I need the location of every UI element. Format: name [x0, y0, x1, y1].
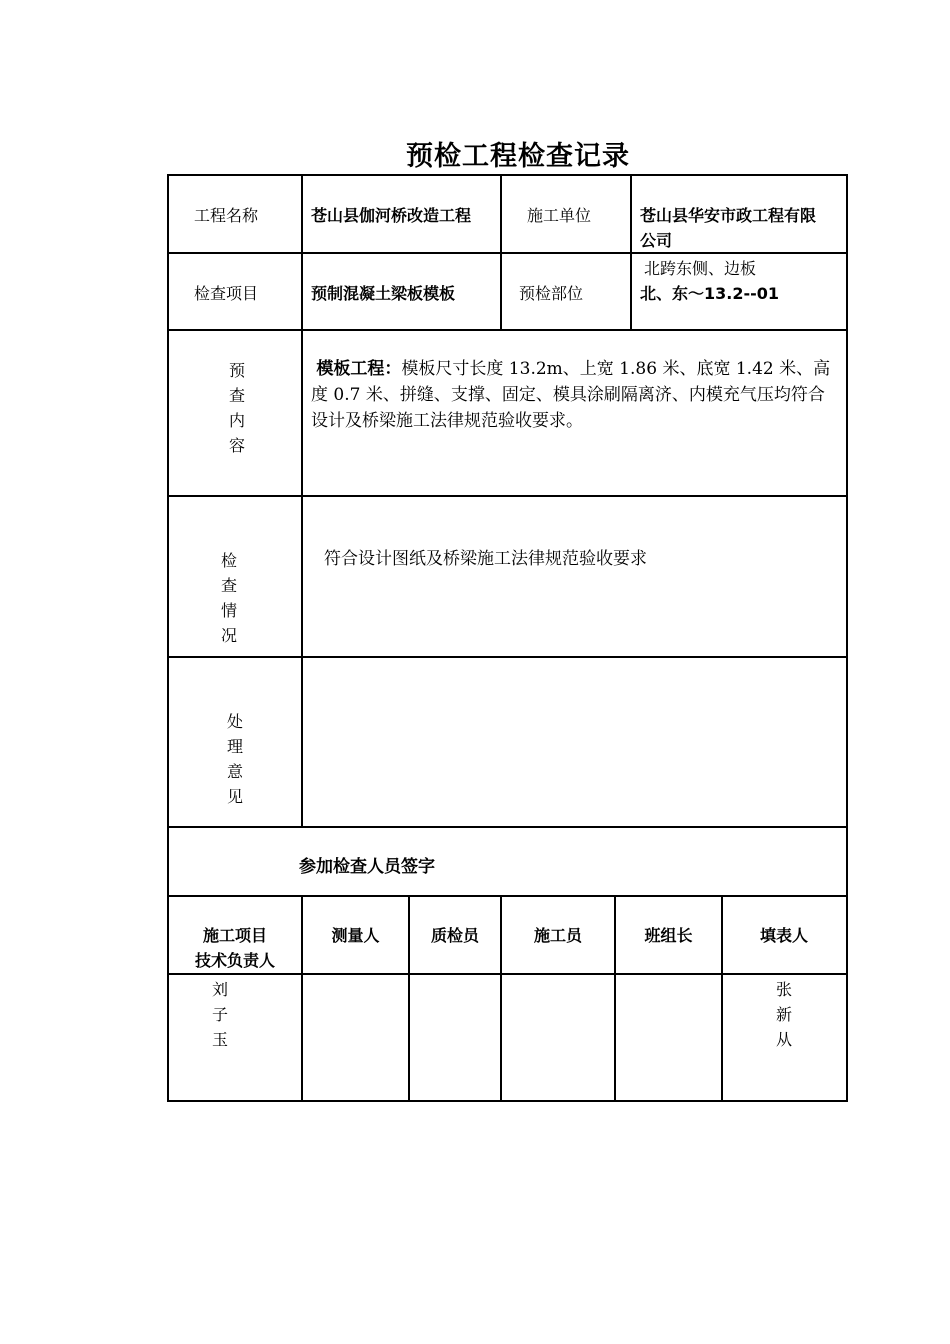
label-char: 查 — [228, 386, 245, 405]
inspection-situation-label — [214, 548, 244, 648]
header-surveyor: 测量人 — [331, 926, 380, 945]
signature-char: 刘 — [211, 980, 228, 999]
header-form-filler: 填表人 — [759, 926, 808, 945]
label-char: 况 — [220, 626, 237, 645]
precheck-location-value-line1: 北跨东侧、边板 — [644, 259, 757, 278]
precheck-bold-lead: 模板工程： — [316, 359, 402, 379]
row-divider — [168, 252, 847, 254]
header-tech-lead — [169, 923, 301, 973]
header-constructor: 施工员 — [533, 926, 582, 945]
header-tech-lead-line1: 施工项目 — [202, 926, 267, 945]
column-divider — [301, 175, 303, 826]
column-divider — [500, 175, 502, 330]
precheck-body: 模板尺寸长度 13.2m、上宽 1.86 米、底宽 1.42 米、高度 0.7 米、拼缝、支撑、固定、模具涂刷隔离济、内模充气压均符合设计及桥梁施工法律规范验收要求。 — [311, 359, 831, 431]
header-team-leader: 班组长 — [644, 926, 693, 945]
row-divider — [168, 895, 847, 897]
header-tech-lead-line2: 技术负责人 — [194, 951, 275, 970]
tech-lead-signature — [205, 977, 235, 1052]
precheck-content-label — [222, 358, 252, 458]
label-char: 见 — [226, 787, 243, 806]
label-char: 情 — [220, 601, 237, 620]
signature-char: 子 — [211, 1005, 228, 1024]
construction-unit-value-line1: 苍山县华安市政工程有限 — [640, 206, 817, 225]
precheck-content-text — [311, 356, 841, 434]
row-divider — [168, 826, 847, 828]
signature-char: 从 — [775, 1030, 792, 1049]
column-divider — [630, 175, 632, 330]
signature-char: 新 — [775, 1005, 792, 1024]
label-char: 处 — [226, 712, 243, 731]
precheck-location-value-line2: 北、东～13.2--01 — [640, 284, 780, 303]
row-divider — [168, 656, 847, 658]
handling-opinion-label — [220, 709, 250, 809]
label-char: 容 — [228, 436, 245, 455]
construction-unit-value-line2: 公司 — [640, 231, 673, 250]
label-char: 检 — [220, 551, 237, 570]
project-name-value: 苍山县伽河桥改造工程 — [311, 206, 472, 225]
label-char: 内 — [228, 411, 245, 430]
construction-unit-label: 施工单位 — [527, 206, 592, 225]
project-name-label: 工程名称 — [194, 206, 259, 225]
inspection-situation-text: 符合设计图纸及桥梁施工法律规范验收要求 — [324, 549, 647, 569]
row-divider — [168, 495, 847, 497]
label-char: 意 — [226, 762, 243, 781]
row-divider — [168, 329, 847, 331]
signature-section-title: 参加检查人员签字 — [299, 857, 435, 877]
page-title: 预检工程检查记录 — [406, 141, 630, 172]
inspection-item-value: 预制混凝土梁板模板 — [311, 284, 456, 303]
row-divider — [168, 973, 847, 975]
signature-char: 张 — [775, 980, 792, 999]
inspection-item-label: 检查项目 — [194, 284, 259, 303]
signature-char: 玉 — [211, 1030, 228, 1049]
label-char: 预 — [228, 361, 245, 380]
form-filler-signature — [769, 977, 799, 1052]
header-quality-inspector: 质检员 — [430, 926, 479, 945]
label-char: 理 — [226, 737, 243, 756]
label-char: 查 — [220, 576, 237, 595]
precheck-location-label: 预检部位 — [519, 284, 584, 303]
